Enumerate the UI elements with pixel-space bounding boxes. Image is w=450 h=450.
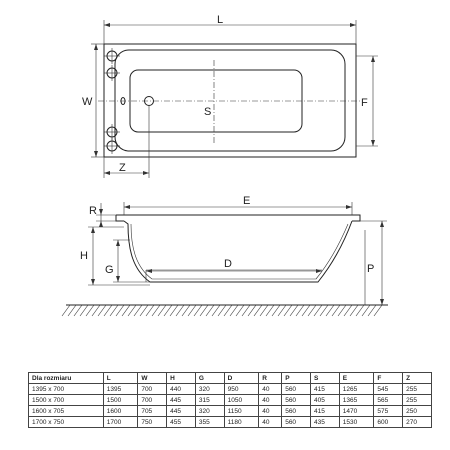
- hatch-line: [188, 305, 196, 316]
- table-cell: 1500 x 700: [29, 395, 104, 406]
- table-cell: 445: [167, 406, 196, 417]
- hatch-line: [68, 305, 76, 316]
- hatch-line: [266, 305, 274, 316]
- table-cell: 560: [282, 406, 311, 417]
- table-row: [29, 384, 432, 395]
- hatch-line: [200, 305, 208, 316]
- table-header-cell: Z: [403, 373, 432, 384]
- table-row: [29, 417, 432, 428]
- hatch-line: [230, 305, 238, 316]
- table-header-cell: L: [103, 373, 138, 384]
- width-label: W: [82, 96, 93, 108]
- table-cell: 1395 x 700: [29, 384, 104, 395]
- table-cell: 700: [138, 395, 167, 406]
- arrow-icon: [116, 276, 120, 282]
- table-cell: 545: [374, 384, 403, 395]
- hatch-line: [224, 305, 232, 316]
- tub-outer-outline: [104, 44, 356, 157]
- arrow-icon: [146, 269, 152, 273]
- table-cell: 1530: [339, 417, 374, 428]
- table-cell: 750: [138, 417, 167, 428]
- arrow-icon: [350, 23, 356, 27]
- hatch-line: [254, 305, 262, 316]
- table-header-row: [29, 373, 432, 384]
- rim-label: R: [89, 205, 97, 217]
- arrow-icon: [94, 151, 98, 157]
- offset-f-label: F: [361, 97, 368, 109]
- hatch-line: [362, 305, 370, 316]
- tub-rim-profile: [116, 215, 360, 221]
- hatch-line: [182, 305, 190, 316]
- hatch-line: [158, 305, 166, 316]
- table-cell: 1365: [339, 395, 374, 406]
- hatch-line: [236, 305, 244, 316]
- length-label: L: [217, 14, 224, 26]
- hatch-line: [92, 305, 100, 316]
- tub-rim-outline: [115, 50, 345, 151]
- table-cell: 600: [374, 417, 403, 428]
- hatch-line: [140, 305, 148, 316]
- hatch-line: [290, 305, 298, 316]
- table-cell: 270: [403, 417, 432, 428]
- table-cell: 705: [138, 406, 167, 417]
- hatch-line: [314, 305, 322, 316]
- table-cell: 1265: [339, 384, 374, 395]
- arrow-icon: [116, 240, 120, 246]
- dimensions-table: [28, 372, 432, 428]
- table-cell: 315: [195, 395, 224, 406]
- table-header-cell: S: [310, 373, 339, 384]
- hatch-line: [146, 305, 154, 316]
- table-header-cell: H: [167, 373, 196, 384]
- hatch-line: [350, 305, 358, 316]
- hatch-line: [128, 305, 136, 316]
- hatch-line: [356, 305, 364, 316]
- hatch-line: [284, 305, 292, 316]
- hatch-line: [116, 305, 124, 316]
- leg-mount-icon: [104, 65, 120, 81]
- table-cell: 700: [138, 384, 167, 395]
- table-cell: 405: [310, 395, 339, 406]
- inner-length-label: E: [243, 195, 251, 207]
- table-cell: 255: [403, 384, 432, 395]
- depth-label: G: [105, 264, 114, 276]
- hatch-line: [260, 305, 268, 316]
- hatch-line: [272, 305, 280, 316]
- table-cell: 40: [259, 417, 282, 428]
- offset-z-label: Z: [119, 162, 126, 174]
- hatch-line: [164, 305, 172, 316]
- hatch-line: [170, 305, 178, 316]
- table-cell: 435: [310, 417, 339, 428]
- hatch-line: [104, 305, 112, 316]
- hatch-line: [308, 305, 316, 316]
- table-cell: 40: [259, 384, 282, 395]
- table-cell: 445: [167, 395, 196, 406]
- hatch-line: [134, 305, 142, 316]
- hatch-line: [86, 305, 94, 316]
- table-header-cell: W: [138, 373, 167, 384]
- table-row: [29, 395, 432, 406]
- bottom-length-label: D: [224, 258, 232, 270]
- table-header-cell: F: [374, 373, 403, 384]
- hatch-line: [98, 305, 106, 316]
- table-header-cell: G: [195, 373, 224, 384]
- hatch-line: [248, 305, 256, 316]
- table-cell: 560: [282, 384, 311, 395]
- hatch-line: [374, 305, 382, 316]
- table-cell: 40: [259, 406, 282, 417]
- arrow-icon: [124, 205, 130, 209]
- hatch-line: [218, 305, 226, 316]
- table-cell: 1395: [103, 384, 138, 395]
- arrow-icon: [99, 221, 103, 227]
- top-view: [82, 14, 378, 178]
- hatch-line: [62, 305, 70, 316]
- table-cell: 1700: [103, 417, 138, 428]
- table-header-cell: Dla rozmiaru: [29, 373, 104, 384]
- arrow-icon: [346, 205, 352, 209]
- arrow-icon: [91, 227, 95, 233]
- arrow-icon: [380, 221, 384, 227]
- arrow-icon: [99, 209, 103, 215]
- table-cell: 455: [167, 417, 196, 428]
- hatch-line: [176, 305, 184, 316]
- table-header-cell: R: [259, 373, 282, 384]
- hatch-line: [194, 305, 202, 316]
- arrow-icon: [371, 140, 375, 146]
- table-cell: 40: [259, 395, 282, 406]
- table-cell: 560: [282, 395, 311, 406]
- arrow-icon: [94, 44, 98, 50]
- table-cell: 355: [195, 417, 224, 428]
- hatch-line: [296, 305, 304, 316]
- arrow-icon: [104, 171, 110, 175]
- floor-hatching: [62, 305, 382, 316]
- table-header-cell: D: [224, 373, 259, 384]
- hatch-line: [206, 305, 214, 316]
- hatch-line: [332, 305, 340, 316]
- hatch-line: [326, 305, 334, 316]
- hatch-line: [242, 305, 250, 316]
- table-header-cell: P: [282, 373, 311, 384]
- table-header-cell: E: [339, 373, 374, 384]
- table-cell: 1470: [339, 406, 374, 417]
- hatch-line: [74, 305, 82, 316]
- table-cell: 1700 x 750: [29, 417, 104, 428]
- table-cell: 1500: [103, 395, 138, 406]
- arrow-icon: [371, 56, 375, 62]
- table-row: [29, 406, 432, 417]
- table-cell: 1150: [224, 406, 259, 417]
- panel-height-label: P: [367, 263, 375, 275]
- arrow-icon: [91, 279, 95, 285]
- table-cell: 1180: [224, 417, 259, 428]
- hatch-line: [344, 305, 352, 316]
- table-cell: 1600: [103, 406, 138, 417]
- table-cell: 415: [310, 406, 339, 417]
- table-cell: 950: [224, 384, 259, 395]
- table-cell: 575: [374, 406, 403, 417]
- table-cell: 1600 x 705: [29, 406, 104, 417]
- hatch-line: [302, 305, 310, 316]
- table-cell: 560: [282, 417, 311, 428]
- table-cell: 320: [195, 406, 224, 417]
- tub-basin-profile: [124, 221, 352, 282]
- leg-mount-icon: [104, 124, 120, 140]
- arrow-icon: [380, 299, 384, 305]
- hatch-line: [212, 305, 220, 316]
- leg-mount-icon: [104, 48, 120, 64]
- hatch-line: [80, 305, 88, 316]
- arrow-icon: [143, 171, 149, 175]
- hatch-line: [122, 305, 130, 316]
- table-cell: 440: [167, 384, 196, 395]
- leg-mount-icon: [104, 138, 120, 154]
- arrow-icon: [104, 23, 110, 27]
- table-cell: 255: [403, 395, 432, 406]
- table-cell: 320: [195, 384, 224, 395]
- table-cell: 1050: [224, 395, 259, 406]
- hatch-line: [152, 305, 160, 316]
- table-cell: 415: [310, 384, 339, 395]
- table-cell: 565: [374, 395, 403, 406]
- table-cell: 250: [403, 406, 432, 417]
- height-label: H: [80, 250, 88, 262]
- drain-distance-label: S: [204, 106, 212, 118]
- hatch-line: [368, 305, 376, 316]
- hatch-line: [338, 305, 346, 316]
- side-view: [62, 195, 388, 316]
- hatch-line: [110, 305, 118, 316]
- hatch-line: [278, 305, 286, 316]
- hatch-line: [320, 305, 328, 316]
